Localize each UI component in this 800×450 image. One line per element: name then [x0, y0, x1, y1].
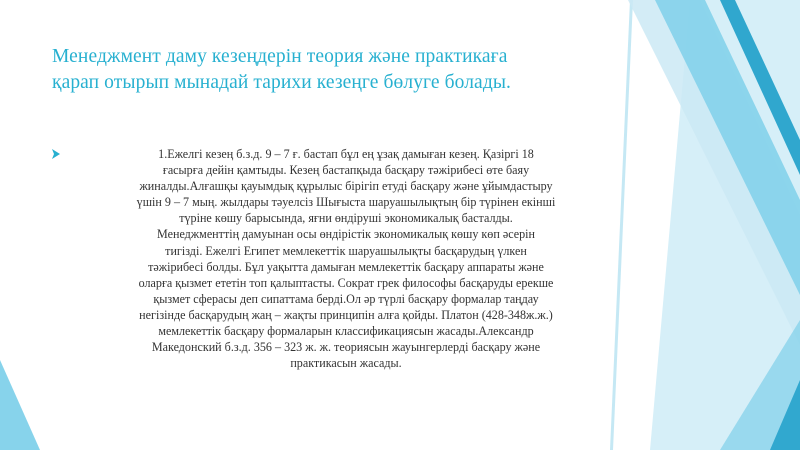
body-line: негізінде басқарудың жаң – жақты принципін алға қойды. Платон (428-348ж.ж.) — [139, 307, 553, 322]
slide-title-line: қарап отырып мынадай тарихи кезеңге бөлуге болады. — [52, 72, 512, 93]
body-line: мемлекеттік басқару формаларын классификациясын жасады.Александр — [158, 324, 534, 339]
bullet-arrow-icon — [52, 149, 60, 159]
body-line: жиналды.Алғашқы қауымдық құрылыс бірігіп етуді басқару және ұйымдастыру — [139, 179, 553, 194]
body-line: оларға қызмет ететін топ қалыптасты. Сократ грек философы басқаруды ерекше — [138, 275, 554, 290]
body-line: Македонский б.з.д. 356 – 323 ж. ж. теориясын жауынгерлерді басқару және — [151, 340, 541, 355]
body-line: түріне көшу барысында, яғни өндіруші экономикалық басталды. — [179, 211, 513, 226]
body-line: тәжірибесі болды. Бұл уақытта дамыған мемлекеттік басқару аппараты және — [148, 259, 544, 274]
body-line: қызмет сферасы деп сипаттама берді.Ол әр түрлі басқару формалар таңдау — [153, 291, 539, 306]
slide-title-line: Менеджмент даму кезеңдерін теория және практикаға — [52, 46, 508, 67]
slide-body-text — [72, 146, 620, 371]
body-line: Менеджменттің дамуынан осы өндірістік экономикалық көшу көп әсерін — [157, 227, 535, 242]
body-line: практикасын жасады. — [290, 356, 402, 371]
body-line: 1.Ежелгі кезең б.з.д. 9 – 7 ғ. бастап бұл ең ұзақ дамыған кезең. Қазіргі 18 — [158, 147, 534, 161]
body-line: тигізді. Ежелгі Египет мемлекеттік шаруашылықты басқарудың үлкен — [165, 243, 527, 258]
body-line: ғасырға дейін қамтыды. Кезең бастапқыда басқару тәжірибесі өте баяу — [162, 163, 530, 178]
slide-title — [52, 44, 622, 96]
body-line: үшін 9 – 7 мың. жылдары тәуелсіз Шығыста шаруашылықтың бір түрінен екінші — [136, 195, 556, 210]
deco-bottom-left-triangle — [0, 360, 40, 450]
